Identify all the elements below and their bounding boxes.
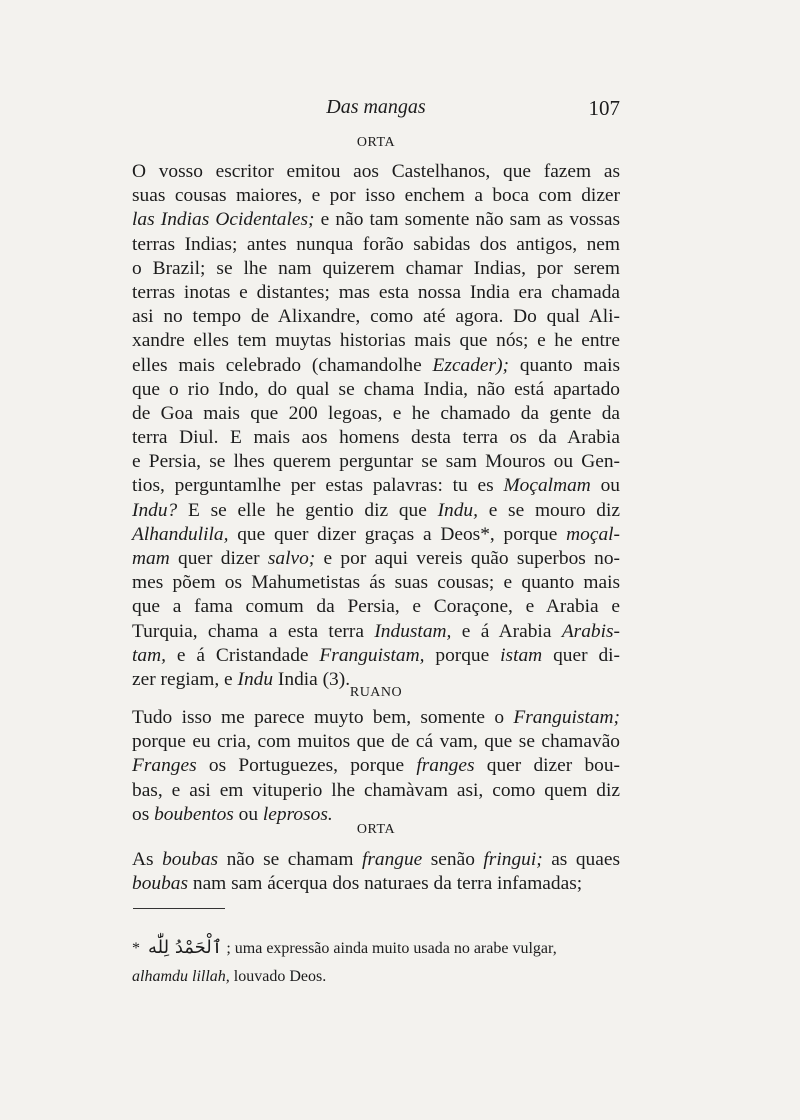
- text-run: e á Cristandade: [165, 644, 320, 666]
- running-title: Das mangas: [326, 96, 426, 118]
- text-run: os: [132, 803, 155, 825]
- text-run: O vosso escritor emitou aos Castelhanos, que fazem as: [132, 161, 620, 182]
- italic-term: Arabis-: [561, 620, 620, 642]
- italic-term: Franguistam;: [513, 707, 620, 728]
- text-line: [132, 779, 620, 803]
- text-line: [132, 571, 620, 595]
- text-line: [132, 402, 620, 426]
- text-run: e se mouro diz: [477, 499, 620, 521]
- text-line: [132, 329, 620, 353]
- italic-term: las Indias Ocidentales;: [132, 209, 315, 231]
- footnote-rule: [133, 908, 225, 909]
- text-run: Turquia, chama a esta terra: [132, 620, 375, 642]
- footnote-marker: *: [132, 940, 140, 957]
- text-run: E se elle he gentio diz que: [177, 499, 438, 521]
- text-run: os Portuguezes, porque: [196, 755, 417, 777]
- text-run: India (3).: [273, 668, 351, 690]
- footnote-transliteration: alhamdu lillah,: [132, 968, 230, 985]
- text-run: ou: [233, 803, 263, 825]
- text-line: [132, 184, 620, 208]
- speaker-label-ruano: RUANO: [349, 685, 403, 700]
- italic-term: Indu,: [437, 499, 478, 521]
- text-line: [132, 281, 620, 305]
- text-run: o Brazil; se lhe nam quizerem chamar Indias, por serem: [132, 257, 620, 279]
- text-run: senão: [422, 849, 484, 870]
- text-line: [132, 426, 620, 450]
- text-run: terras inotas e distantes; mas esta nossa India era chamada: [132, 281, 620, 303]
- text-line: [132, 305, 620, 329]
- speaker-label-orta: ORTA: [356, 135, 396, 150]
- footnote: [132, 934, 620, 991]
- footnote-text: louvado Deos.: [229, 968, 327, 985]
- text-line: [132, 160, 620, 184]
- paragraph-orta-2: [132, 848, 620, 896]
- italic-term: boubentos: [154, 803, 234, 825]
- italic-term: boubas: [132, 873, 189, 895]
- text-line: [132, 233, 620, 257]
- arabic-phrase: ٱلْحَمْدُ لِلّٰه: [148, 937, 223, 958]
- italic-term: tam,: [132, 644, 166, 666]
- text-run: mes põem os Mahumetistas ás suas cousas; e quanto mais: [132, 572, 620, 594]
- italic-term: Indu: [237, 668, 274, 690]
- text-line: [132, 595, 620, 619]
- text-run: ou: [590, 475, 620, 497]
- text-run: que a fama comum da Persia, e Coraçone, e Arabia e: [132, 596, 620, 618]
- italic-term: moçal-: [566, 523, 620, 545]
- text-run: zer regiam, e: [132, 668, 238, 690]
- text-run: não se chamam: [218, 849, 362, 870]
- text-run: as quaes: [542, 849, 620, 870]
- text-run: asi no tempo de Alixandre, como até agora. Do qual Ali-: [132, 306, 620, 328]
- italic-term: Alhandulila,: [132, 523, 229, 545]
- italic-term: Indu?: [132, 499, 178, 521]
- text-run: terra Diul. E mais aos homens desta terra os da Arabia: [132, 427, 620, 449]
- text-run: quer dizer: [169, 548, 268, 569]
- text-line: [132, 257, 620, 281]
- text-run: e por aqui vereis quão superbos no-: [315, 548, 620, 569]
- text-line: [132, 754, 620, 778]
- text-line: [132, 730, 620, 754]
- text-run: nam sam ácerqua dos naturaes da terra infamadas;: [188, 873, 583, 895]
- paragraph-ruano: [132, 706, 620, 827]
- italic-term: frangue: [361, 849, 423, 870]
- text-line: [132, 474, 620, 498]
- italic-term: franges: [416, 755, 475, 777]
- italic-term: boubas: [162, 849, 219, 870]
- text-run: e Persia, se lhes querem perguntar se sam Mouros ou Gen-: [132, 451, 620, 473]
- text-line: [132, 547, 620, 571]
- italic-term: Moçalmam: [503, 475, 591, 497]
- text-line: [132, 450, 620, 474]
- text-line: [132, 848, 620, 872]
- text-line: [132, 208, 620, 232]
- italic-term: mam: [132, 548, 170, 569]
- text-line: [132, 499, 620, 523]
- text-run: quanto mais: [509, 354, 621, 376]
- text-run: bas, e asi em vituperio lhe chamàvam asi, como quem diz: [132, 779, 620, 801]
- text-run: e não tam somente não sam as vossas: [314, 209, 620, 231]
- text-run: e á Arabia: [451, 620, 562, 642]
- italic-term: Ezcader);: [432, 354, 510, 376]
- text-line: [132, 620, 620, 644]
- text-line: [132, 644, 620, 668]
- italic-term: salvo;: [267, 548, 316, 569]
- text-run: de Goa mais que 200 legoas, e he chamado da gente da: [132, 402, 620, 424]
- text-run: tios, perguntamlhe per estas palavras: tu es: [132, 475, 504, 497]
- text-line: [132, 706, 620, 730]
- running-head: [132, 96, 620, 126]
- paragraph-orta-1: [132, 160, 620, 692]
- italic-term: leprosos.: [262, 803, 333, 825]
- text-run: porque: [424, 644, 501, 666]
- text-run: quer dizer bou-: [474, 755, 620, 777]
- text-line: [132, 872, 620, 896]
- italic-term: fringui;: [483, 849, 543, 870]
- text-run: As: [132, 849, 163, 870]
- text-run: quer di-: [542, 644, 620, 666]
- footnote-line: [132, 963, 620, 991]
- footnote-text: ; uma expressão ainda muito usada no arabe vulgar,: [226, 940, 557, 957]
- speaker-label-orta: ORTA: [356, 822, 396, 837]
- text-line: [132, 378, 620, 402]
- text-line: [132, 523, 620, 547]
- text-run: Tudo isso me parece muyto bem, somente o: [132, 707, 514, 728]
- italic-term: Franges: [132, 755, 197, 777]
- text-run: que quer dizer graças a Deos*, porque: [228, 523, 567, 545]
- text-run: porque eu cria, com muitos que de cá vam, que se chamavão: [132, 731, 620, 753]
- text-run: terras Indias; antes nunqua forão sabidas dos antigos, nem: [132, 233, 620, 255]
- text-run: xandre elles tem muytas historias mais que nós; e he entre: [132, 330, 620, 352]
- footnote-line: [132, 934, 620, 963]
- italic-term: Franguistam,: [319, 644, 425, 666]
- text-run: que o rio Indo, do qual se chama India, não está apartado: [132, 378, 620, 400]
- italic-term: istam: [500, 644, 543, 666]
- text-run: elles mais celebrado (chamandolhe: [132, 354, 433, 376]
- text-line: [132, 354, 620, 378]
- page-number: 107: [588, 96, 620, 120]
- text-run: suas cousas maiores, e por isso enchem a boca com dizer: [132, 185, 620, 207]
- italic-term: Industam,: [374, 620, 452, 642]
